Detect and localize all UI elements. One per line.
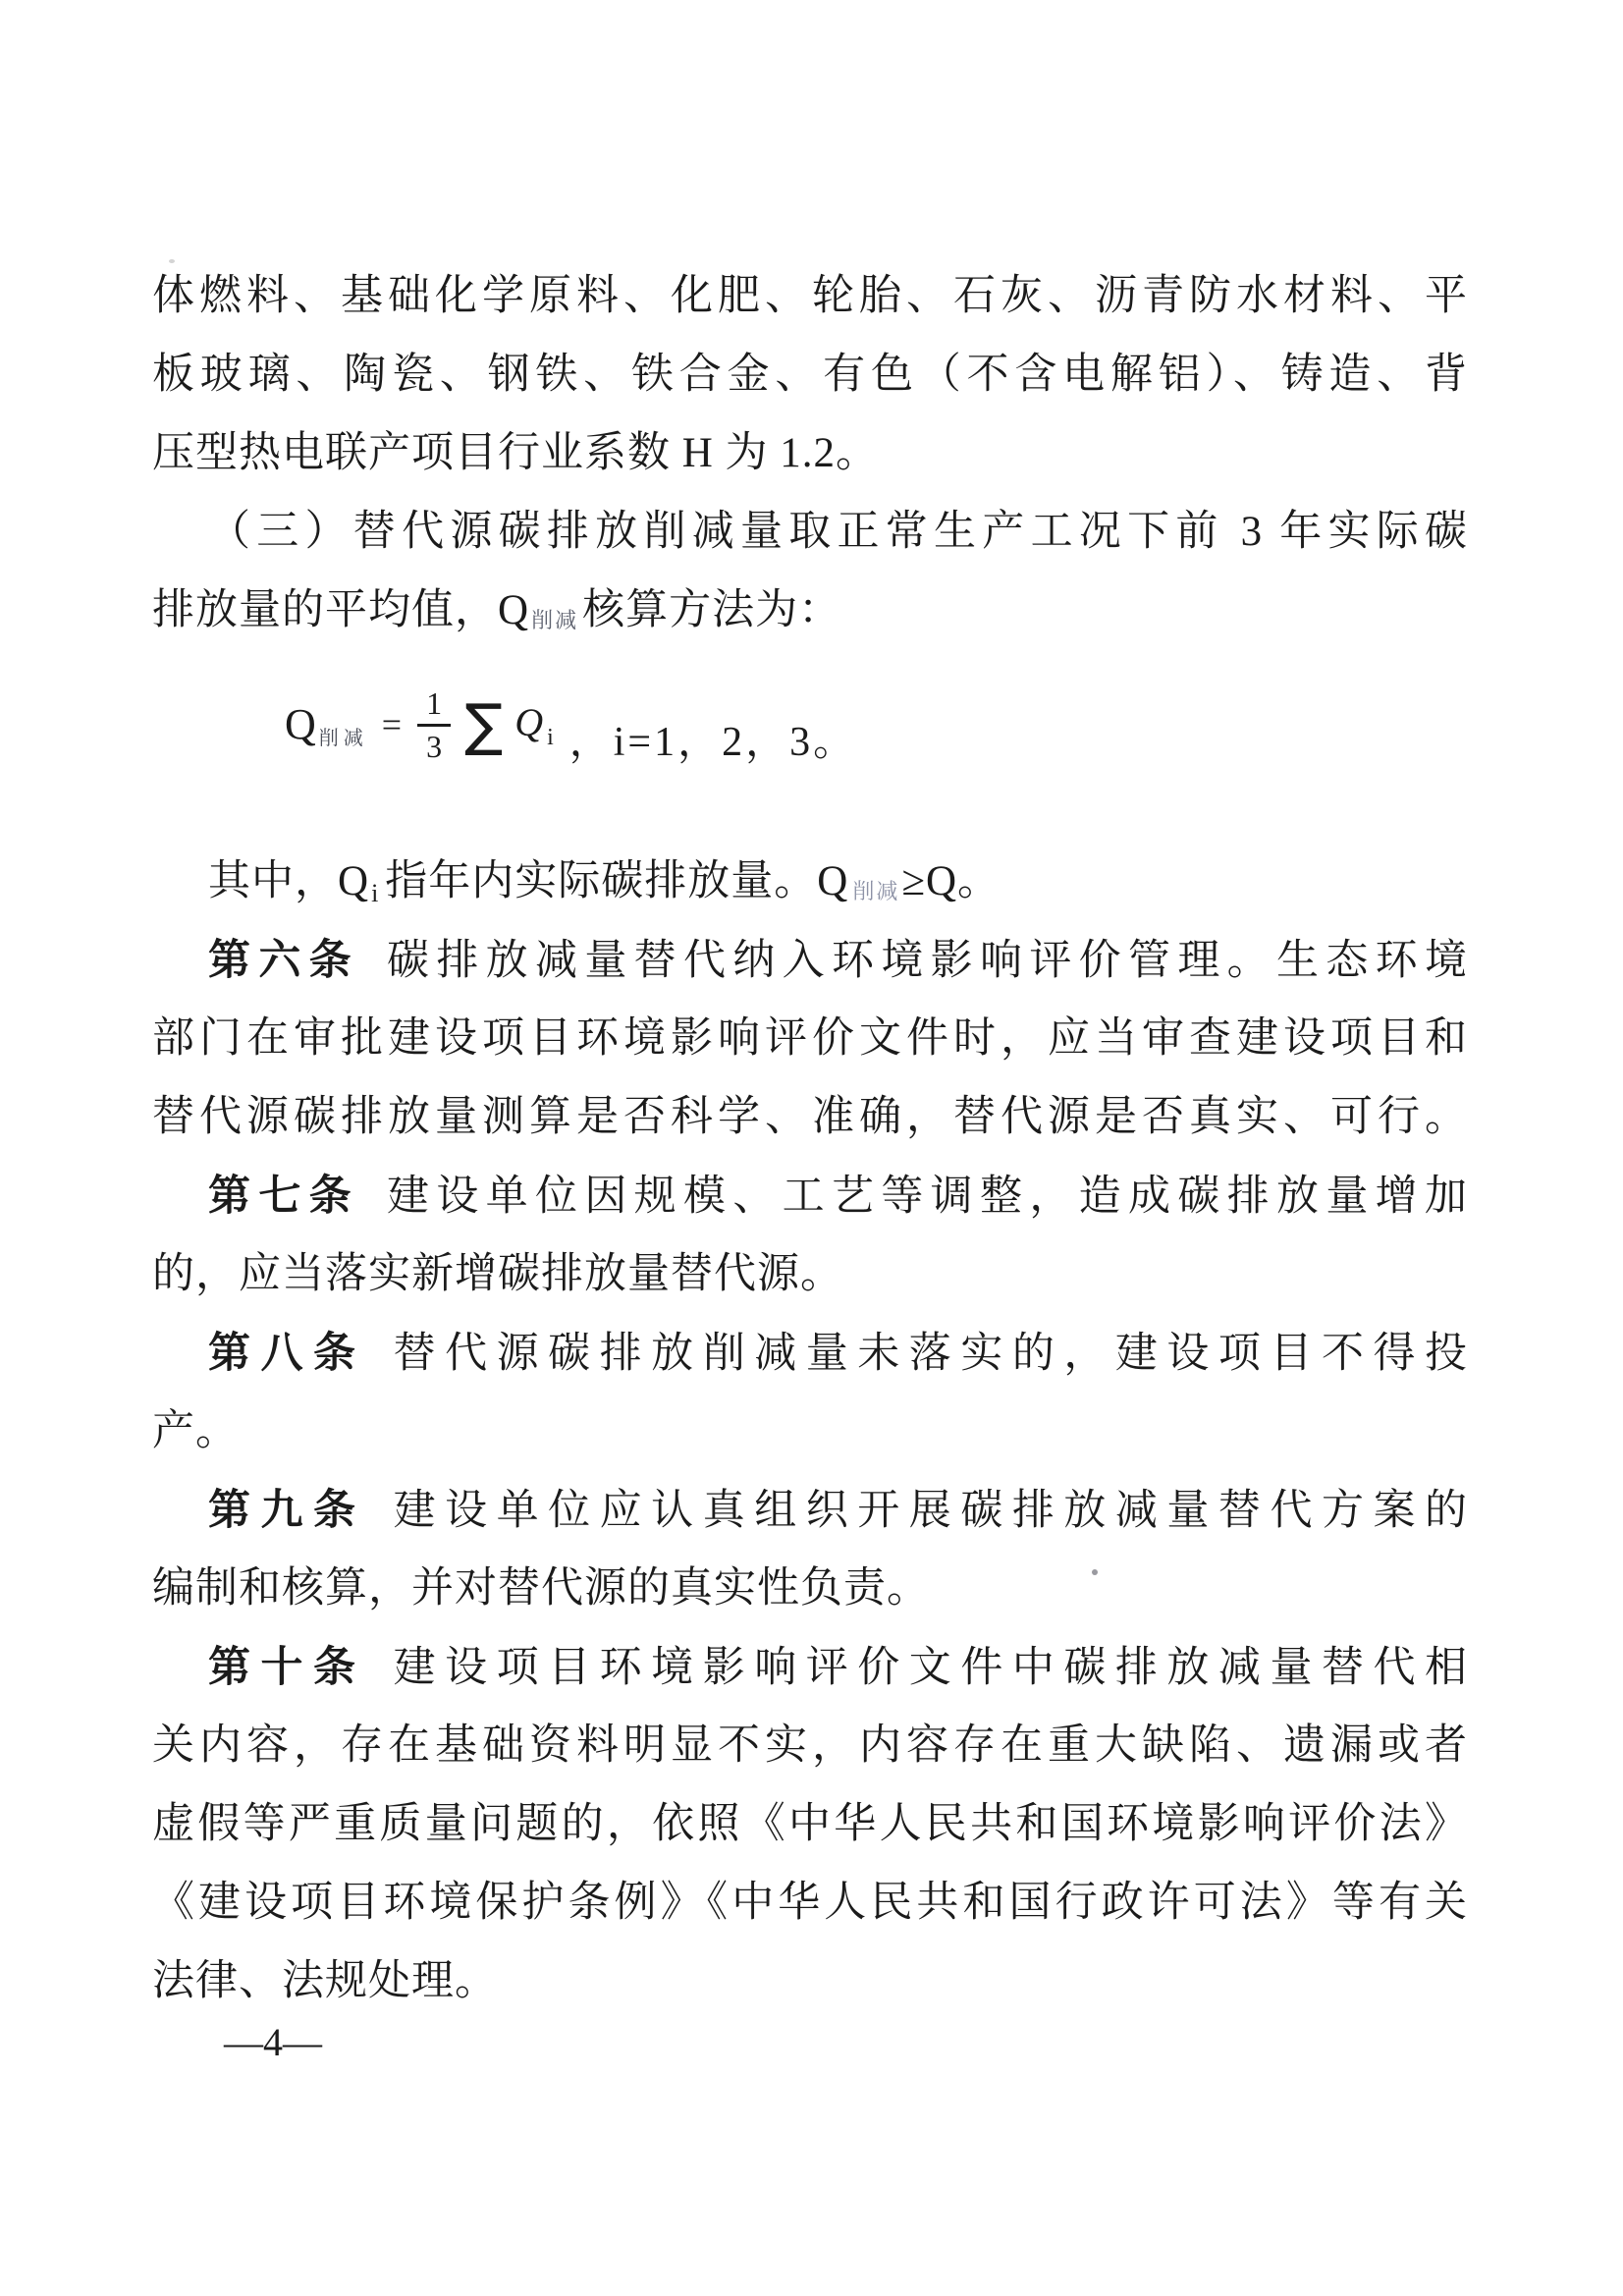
body-line: 压型热电联产项目行业系数 H 为 1.2。 bbox=[152, 430, 880, 476]
line-text: ≥Q。 bbox=[901, 858, 1001, 904]
body-line: 编制和核算，并对替代源的真实性负责。 bbox=[152, 1565, 930, 1612]
body-line: 关内容，存在基础资料明显不实，内容存在重大缺陷、遗漏或者 bbox=[152, 1722, 1468, 1769]
q-subscript-xuejian: 削减 bbox=[852, 879, 900, 903]
fraction-one-third bbox=[417, 685, 451, 765]
q-subscript-xuejian: 削减 bbox=[531, 608, 579, 632]
q-subscript-i: i bbox=[371, 879, 380, 907]
sigma-sum-symbol: ∑ bbox=[464, 691, 504, 759]
formula-q-reduction bbox=[152, 650, 1468, 843]
fraction-numerator: 1 bbox=[417, 685, 451, 727]
article-10-label: 第十条 bbox=[208, 1644, 366, 1691]
body-line: 虚假等严重质量问题的，依照《中华人民共和国环境影响评价法》 bbox=[152, 1801, 1468, 1847]
document-body bbox=[152, 257, 1468, 2021]
line-text: 排放量的平均值，Q bbox=[152, 587, 530, 633]
fraction-denominator: 3 bbox=[426, 728, 443, 764]
line-text: 核算方法为： bbox=[582, 587, 842, 633]
body-line: 体燃料、基础化学原料、化肥、轮胎、石灰、沥青防水材料、平 bbox=[152, 273, 1468, 319]
equals-sign: = bbox=[381, 705, 403, 745]
body-line: 法律、法规处理。 bbox=[152, 1958, 498, 2004]
page-number: —4— bbox=[224, 2020, 322, 2064]
body-line-item-three: （三）替代源碳排放削减量取正常生产工况下前 3 年实际碳 bbox=[208, 509, 1468, 555]
line-text: 指年内实际碳排放量。Q bbox=[385, 858, 849, 904]
q-symbol: Q bbox=[285, 700, 316, 749]
article-9-label: 第九条 bbox=[208, 1487, 366, 1534]
formula-lhs bbox=[285, 699, 368, 750]
body-line: 替代源碳排放量测算是否科学、准确，替代源是否真实、可行。 bbox=[152, 1094, 1468, 1140]
line-text: 碳排放减量替代纳入环境影响评价管理。生态环境 bbox=[387, 938, 1468, 984]
body-line: 的，应当落实新增碳排放量替代源。 bbox=[152, 1251, 843, 1297]
article-7-label: 第七条 bbox=[208, 1173, 359, 1220]
body-line: 产。 bbox=[152, 1408, 239, 1454]
article-8-label: 第八条 bbox=[208, 1330, 366, 1377]
line-text: 建设单位应认真组织开展碳排放减量替代方案的 bbox=[393, 1488, 1469, 1534]
body-line: 板玻璃、陶瓷、钢铁、铁合金、有色（不含电解铝）、铸造、背 bbox=[152, 352, 1468, 398]
line-text: 其中，Q bbox=[208, 858, 370, 904]
article-9-line bbox=[152, 1471, 1468, 1550]
body-line-q-definition bbox=[152, 572, 1468, 650]
article-6-label: 第六条 bbox=[208, 937, 359, 984]
formula-row bbox=[152, 685, 1468, 765]
q-subscript-i: i bbox=[547, 724, 554, 750]
article-8-line bbox=[152, 1314, 1468, 1393]
article-6-line bbox=[152, 921, 1468, 1000]
body-line: 《建设项目环境保护条例》《中华人民共和国行政许可法》等有关 bbox=[152, 1880, 1468, 1926]
formula-term bbox=[514, 699, 554, 751]
article-10-line bbox=[152, 1628, 1468, 1707]
q-subscript-xuejian: 削减 bbox=[318, 728, 368, 750]
article-7-line bbox=[152, 1157, 1468, 1235]
body-line-q-note bbox=[152, 843, 1468, 921]
body-line: 部门在审批建设项目环境影响评价文件时，应当审查建设项目和 bbox=[152, 1015, 1468, 1062]
formula-index-range: ，i=1，2，3。 bbox=[568, 720, 858, 766]
line-text: 建设项目环境影响评价文件中碳排放减量替代相 bbox=[393, 1645, 1469, 1691]
line-text: 替代源碳排放削减量未落实的，建设项目不得投 bbox=[393, 1331, 1469, 1377]
line-text: 建设单位因规模、工艺等调整，造成碳排放量增加 bbox=[387, 1174, 1468, 1220]
q-symbol-italic: Q bbox=[514, 699, 544, 744]
